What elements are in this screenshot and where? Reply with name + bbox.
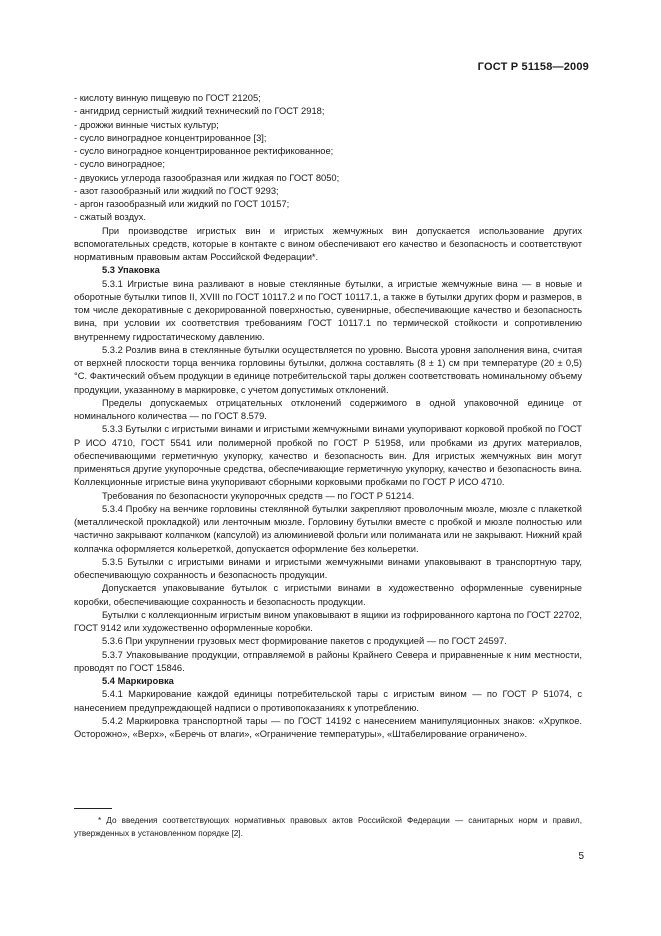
paragraph-auxiliary-means: При производстве игристых вин и игристых жемчужных вин допускается использование других вспомогательных средств, которые в контакте с вином обеспечивают его качество и безопасность и соответствуют нормативным правовым актам Российской Федерации*. (74, 225, 582, 262)
list-item: - азот газообразный или жидкий по ГОСТ 9293; (74, 185, 279, 196)
paragraph-5-4-2: 5.4.2 Маркировка транспортной тары — по ГОСТ 14192 с нанесением манипуляционных знаков: «Хрупкое. Осторожно», «Верх», «Беречь от влаги», «Ограничение температуры», «Штабелирование ограничено». (74, 715, 582, 739)
paragraph-5-3-7: 5.3.7 Упаковывание продукции, отправляемой в районы Крайнего Севера и приравненные к ним местности, проводят по ГОСТ 15846. (74, 649, 582, 673)
paragraph-collection: Бутылки с коллекционным игристым вином упаковывают в ящики из гофрированного картона по ГОСТ 22702, ГОСТ 9142 или художественно оформленные коробки. (74, 609, 582, 633)
list-item: - двуокись углерода газообразная или жидкая по ГОСТ 8050; (74, 172, 340, 183)
materials-list (74, 92, 582, 225)
list-item: - сжатый воздух. (74, 212, 146, 223)
paragraph-5-3-3: 5.3.3 Бутылки с игристыми винами и игристыми жемчужными винами укупоривают корковой пробкой по ГОСТ Р ИСО 4710, ГОСТ 5541 или полимерной пробкой по ГОСТ Р 51958, или пробками из других материалов, обеспечивающими герметичную укупорку, качество и безопасность вин. Для игристых жемчужных вин могут применяться другие укупорочные средства, обеспечивающие герметичную укупорку, качество и безопасность вина. Коллекционные игристые вина укупоривают сборными корковыми пробками по ГОСТ Р ИСО 4710. (74, 424, 582, 488)
list-item: - сусло виноградное; (74, 159, 165, 170)
paragraph-5-3-2: 5.3.2 Розлив вина в стеклянные бутылки осуществляется по уровню. Высота уровня заполнения вина, считая от верхней плоскости торца венчика горловины бутылки, должна составлять (8 ± 1) см при температуре (20 ± 0,5) °С. Фактический объем продукции в единице потребительской тары должен соответствовать номинальному объему продукции, указанному в маркировке, с учетом допустимых отклонений. (74, 344, 582, 395)
paragraph-5-3-1: 5.3.1 Игристые вина разливают в новые стеклянные бутылки, а игристые жемчужные вина — в новые и оборотные бутылки типов II, XVIII по ГОСТ 10117.2 и по ГОСТ 10117.1, а также в бутылки других форм и размеров, в том числе декоративные с декорированной поверхностью, сувенирные, обеспечивающие качество и безопасность вина, при условии их соответствия требованиям ГОСТ 10117.1 по термической стойкости и сопротивлению внутреннему гидростатическому давлению. (74, 278, 582, 342)
paragraph-5-3-6: 5.3.6 При укрупнении грузовых мест формирование пакетов с продукцией — по ГОСТ 24597. (102, 636, 507, 647)
page-number: 5 (578, 851, 584, 862)
footnote-divider (74, 808, 112, 809)
paragraph-souvenir: Допускается упаковывание бутылок с игристыми винами в художественно оформленные сувенирные коробки, обеспечивающие сохранность и безопасность продукции. (74, 583, 582, 607)
list-item: - аргон газообразный или жидкий по ГОСТ 10157; (74, 199, 290, 209)
paragraph-limits: Пределы допускаемых отрицательных отклонений содержимого в одной упаковочной единице от номинального количества — по ГОСТ 8.579. (74, 397, 582, 421)
section-heading-marking: 5.4 Маркировка (102, 676, 174, 686)
list-item: - сусло виноградное концентрированное ректификованное; (74, 146, 334, 156)
paragraph-5-3-5: 5.3.5 Бутылки с игристыми винами и игристыми жемчужными винами упаковывают в транспортную тару, обеспечивающую сохранность и безопасность продукции. (74, 556, 582, 580)
footnote-text: * До введения соответствующих нормативных правовых актов Российской Федерации — санитарных норм и правил, утвержденных в установленном порядке [2]. (74, 816, 582, 838)
section-heading-packaging: 5.3 Упаковка (102, 265, 160, 276)
list-item: - сусло виноградное концентрированное [3]; (74, 132, 267, 143)
document-header: ГОСТ Р 51158—2009 (477, 61, 589, 73)
document-body (74, 92, 582, 741)
list-item: - ангидрид сернистый жидкий технический по ГОСТ 2918; (74, 106, 325, 117)
paragraph-5-3-4: 5.3.4 Пробку на венчике горловины стеклянной бутылки закрепляют проволочным мюзле, мюзле с плакеткой (металлической прокладкой) или ленточным мюзле. Горловину бутылки вместе с пробкой и мюзле полностью или частично закрывают колпачком (капсулой) из алюминиевой фольги или полиманата или не закрывают. Нижний край колпачка оформляется кольереткой, допускается оформление без кольеретки. (74, 503, 582, 554)
list-item: - кислоту винную пищевую по ГОСТ 21205; (74, 93, 261, 103)
paragraph-5-4-1: 5.4.1 Маркирование каждой единицы потребительской тары с игристым вином — по ГОСТ Р 51074, с нанесением предупреждающей надписи о противопоказаниях к употреблению. (74, 689, 582, 713)
paragraph-safety: Требования по безопасности укупорочных средств — по ГОСТ Р 51214. (102, 490, 415, 501)
list-item: - дрожжи винные чистых культур; (74, 119, 219, 130)
footnote (74, 814, 582, 840)
